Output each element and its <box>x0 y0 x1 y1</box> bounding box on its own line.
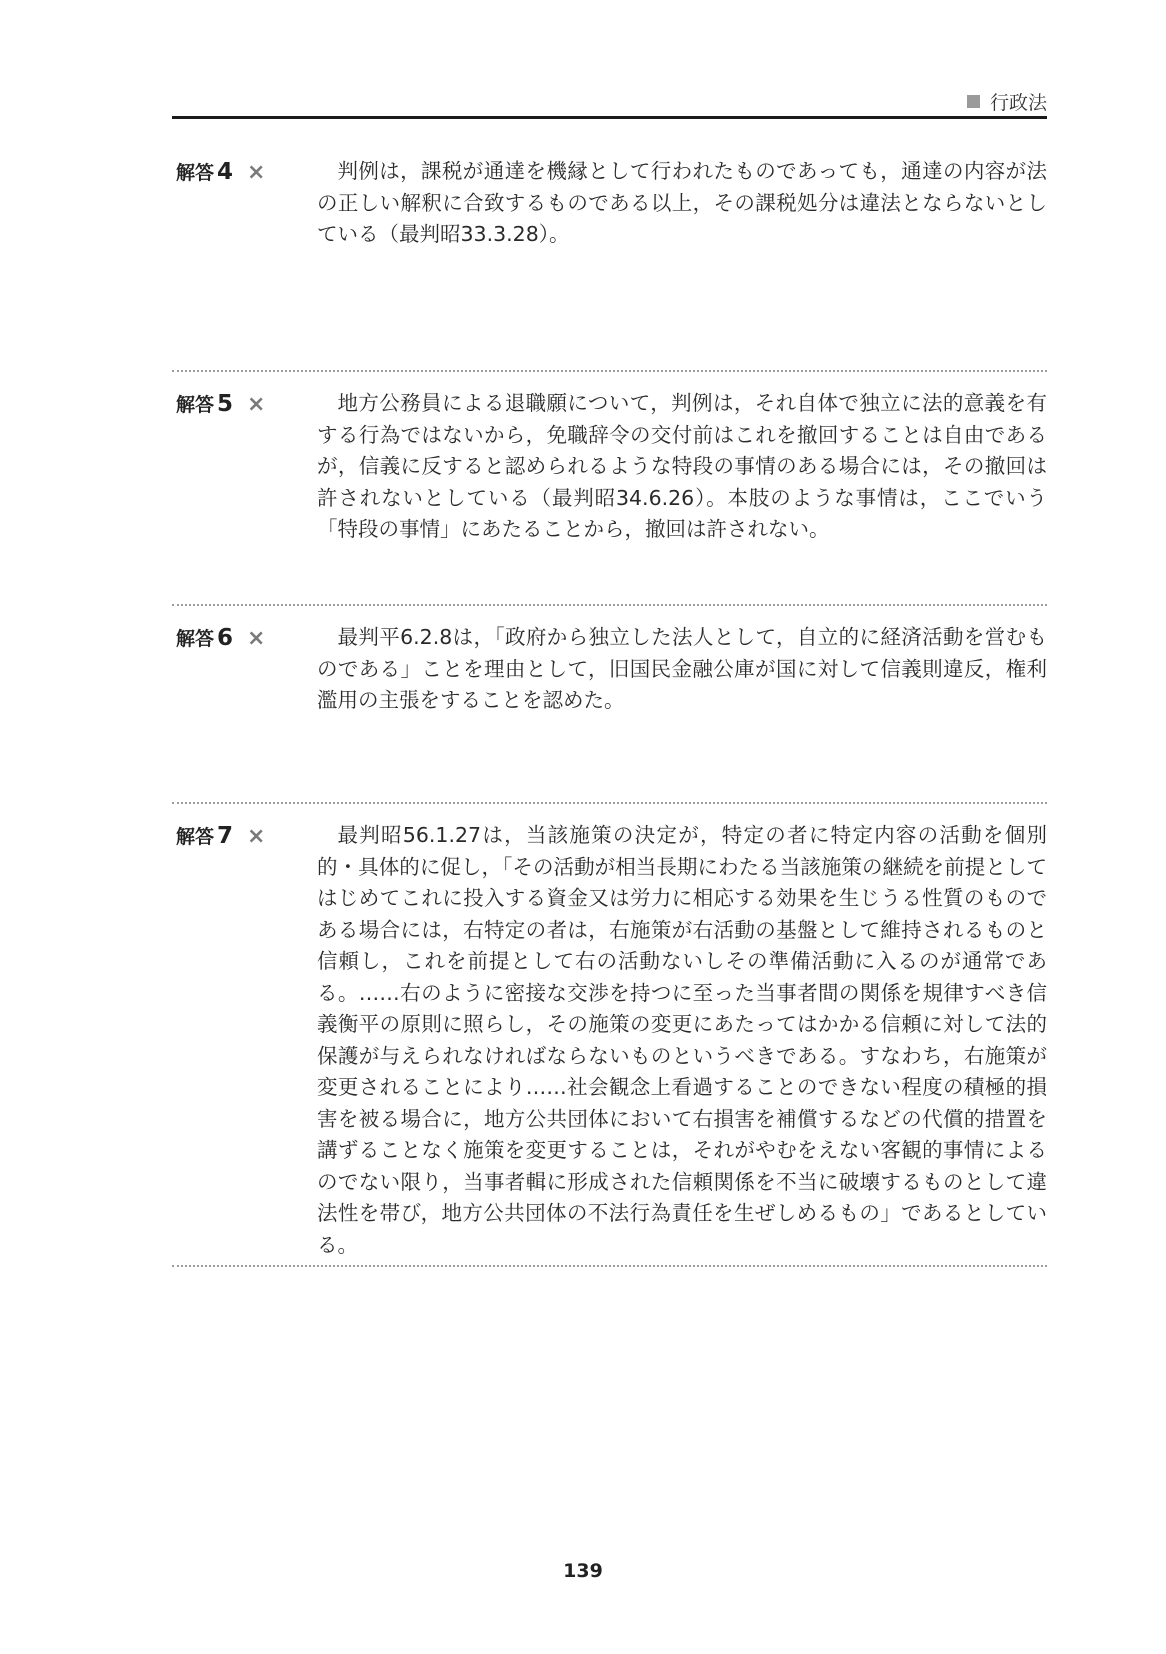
dotted-divider <box>172 1265 1047 1267</box>
running-header <box>172 84 1047 116</box>
answer-number: 6 <box>217 625 234 651</box>
answer-heading <box>176 390 265 417</box>
header-rule <box>172 116 1047 119</box>
incorrect-x-icon: × <box>247 392 266 417</box>
answer-heading <box>176 624 265 651</box>
incorrect-x-icon: × <box>247 160 266 185</box>
answer-heading <box>176 158 265 185</box>
answer-heading <box>176 822 265 849</box>
incorrect-x-icon: × <box>247 626 266 651</box>
section-label <box>967 88 1047 115</box>
dotted-divider <box>172 802 1047 804</box>
square-bullet-icon <box>967 95 980 108</box>
answer-label: 解答 <box>176 826 215 848</box>
answer-explanation: 最判昭56.1.27は，当該施策の決定が，特定の者に特定内容の活動を個別的・具体的に促し，「その活動が相当長期にわたる当該施策の継続を前提としてはじめてこれに投入する資金又は労力に相応する効果を生じうる性質のものである場合には，右特定の者は，右施策が右活動の基盤として維持されるものと信頼し，これを前提として右の活動ないしその準備活動に入るのが通常である。……右のように密接な交渉を持つに至った当事者間の関係を規律すべき信義衡平の原則に照らし，その施策の変更にあたってはかかる信頼に対して法的保護が与えられなければならないものというべきである。すなわち，右施策が変更されることにより……社会観念上看過することのできない程度の積極的損害を被る場合に，地方公共団体において右損害を補償するなどの代償的措置を講ずることなく施策を変更することは，それがやむをえない客観的事情によるのでない限り，当事者輯に形成された信頼関係を不当に破壊するものとして違法性を帯び，地方公共団体の不法行為責任を生ぜしめるもの」であるとしている。 <box>317 823 1047 1257</box>
answer-label: 解答 <box>176 628 215 650</box>
dotted-divider <box>172 604 1047 606</box>
answer-label: 解答 <box>176 394 215 416</box>
answer-explanation: 判例は，課税が通達を機縁として行われたものであっても，通達の内容が法の正しい解釈に合致するものである以上，その課税処分は違法とならないとしている（最判昭33.3.28）。 <box>317 159 1047 246</box>
answer-explanation: 地方公務員による退職願について，判例は，それ自体で独立に法的意義を有する行為ではないから，免職辞令の交付前はこれを撤回することは自由であるが，信義に反すると認められるような特段の事情のある場合には，その撤回は許されないとしている（最判昭34.6.26）。本肢のような事情は，ここでいう「特段の事情」にあたることから，撤回は許されない。 <box>317 391 1047 541</box>
answer-label: 解答 <box>176 162 215 184</box>
dotted-divider <box>172 370 1047 372</box>
answer-number: 5 <box>217 391 234 417</box>
answer-number: 7 <box>217 823 234 849</box>
page-number: 139 <box>563 1560 603 1582</box>
section-label-text: 行政法 <box>989 92 1047 114</box>
answer-explanation: 最判平6.2.8は，「政府から独立した法人として，自立的に経済活動を営むものである」ことを理由として，旧国民金融公庫が国に対して信義則違反，権利濫用の主張をすることを認めた。 <box>317 625 1047 712</box>
answer-number: 4 <box>217 159 234 185</box>
incorrect-x-icon: × <box>247 824 266 849</box>
